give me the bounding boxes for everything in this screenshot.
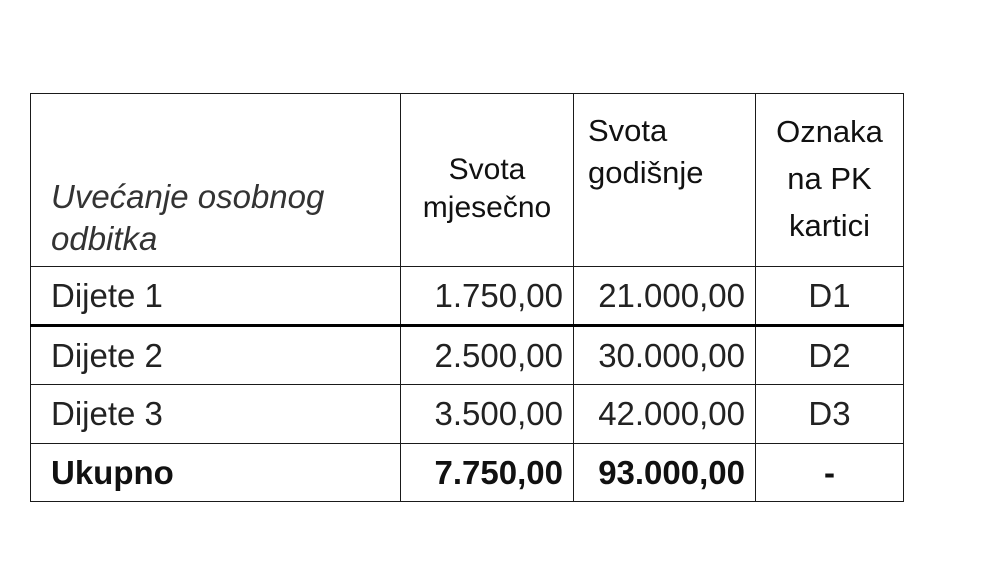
deduction-table — [30, 93, 904, 502]
header-deduction-line-2: odbitka — [51, 220, 158, 257]
total-monthly: 7.750,00 — [401, 444, 574, 502]
table-header-row — [31, 94, 904, 267]
row-monthly: 3.500,00 — [401, 385, 574, 444]
total-yearly: 93.000,00 — [574, 444, 756, 502]
header-yearly-line-2: godišnje — [588, 155, 704, 190]
row-yearly: 30.000,00 — [574, 326, 756, 385]
row-name: Dijete 2 — [31, 326, 401, 385]
header-yearly-line-1: Svota — [588, 113, 668, 148]
deduction-table-container — [30, 93, 904, 502]
row-name: Dijete 3 — [31, 385, 401, 444]
row-yearly: 21.000,00 — [574, 267, 756, 326]
row-yearly: 42.000,00 — [574, 385, 756, 444]
header-mark-line-3: kartici — [789, 208, 870, 243]
header-monthly-line-1: Svota — [448, 153, 526, 186]
table-row — [31, 385, 904, 444]
header-monthly-line-2: mjesečno — [422, 191, 552, 224]
table-row — [31, 267, 904, 326]
row-code: D2 — [756, 326, 904, 385]
header-deduction-increase — [31, 94, 401, 267]
table-row — [31, 326, 904, 385]
header-amount-yearly — [574, 94, 756, 267]
table-total-row — [31, 444, 904, 502]
header-amount-monthly — [401, 94, 574, 267]
header-deduction-line-1: Uvećanje osobnog — [51, 178, 325, 215]
header-pk-card-mark — [756, 94, 904, 267]
row-code: D1 — [756, 267, 904, 326]
header-mark-line-1: Oznaka — [776, 114, 883, 149]
total-code: - — [756, 444, 904, 502]
header-mark-line-2: na PK — [787, 161, 872, 196]
row-monthly: 1.750,00 — [401, 267, 574, 326]
row-monthly: 2.500,00 — [401, 326, 574, 385]
row-name: Dijete 1 — [31, 267, 401, 326]
total-label: Ukupno — [31, 444, 401, 502]
row-code: D3 — [756, 385, 904, 444]
